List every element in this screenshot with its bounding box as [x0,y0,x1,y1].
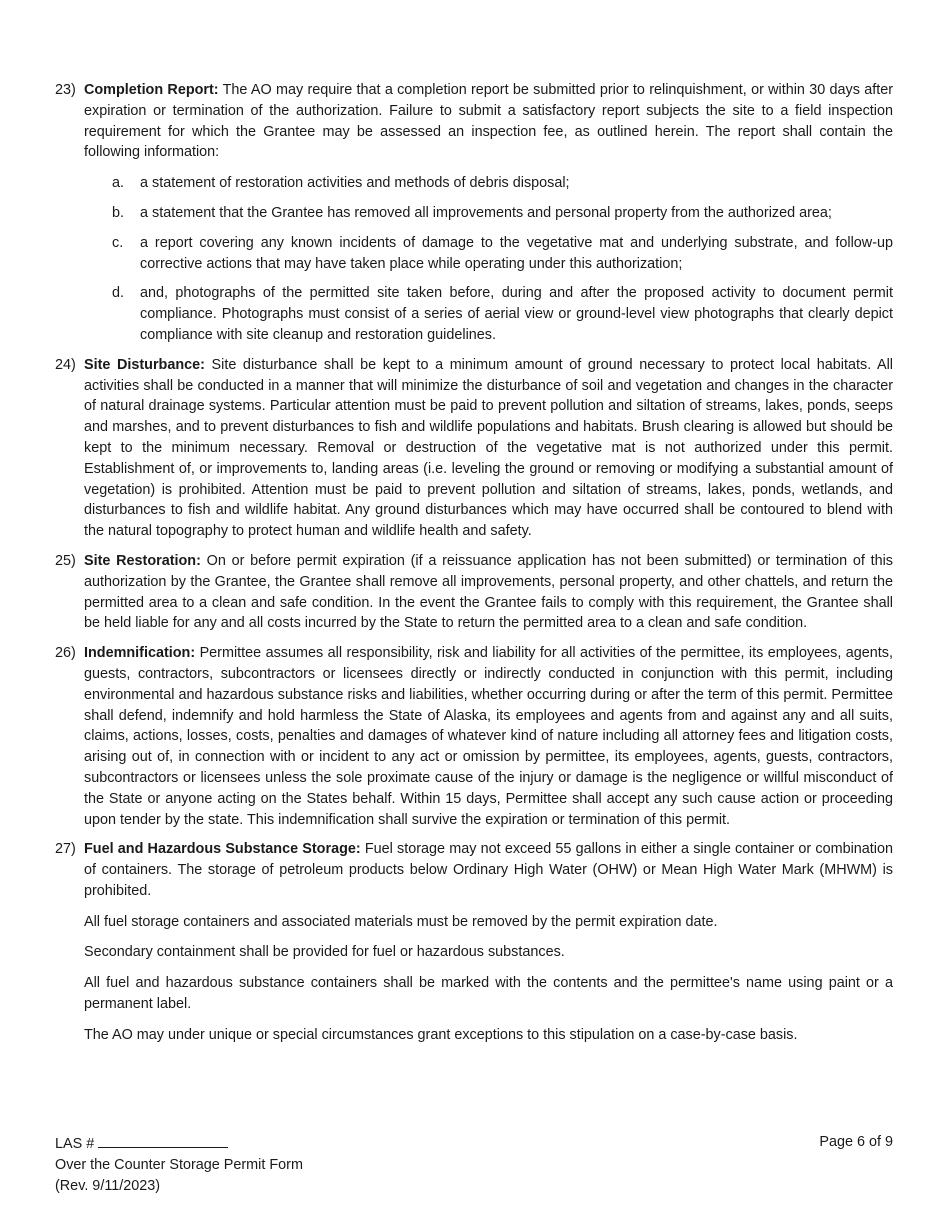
sub-letter: c. [112,234,124,251]
sub-item [84,283,893,345]
item-text: Fuel storage may not exceed 55 gallons in either a single container or combination of containers. The storage of petroleum products below Ordinary High Water (OHW) or Mean High Water Mark (MHWM) is prohibited. [84,841,893,899]
sub-text: and, photographs of the permitted site taken before, during and after the proposed activity to document permit compliance. Photographs must consist of a series of aerial view or ground-level view photographs that clearly depict compliance with site cleanup and restoration guidelines. [140,285,893,343]
item-body [84,839,893,1045]
las-number-row [55,1132,893,1155]
item-text: Site disturbance shall be kept to a minimum amount of ground necessary to protect local habitats. All activities shall be conducted in a manner that will minimize the disturbance of soil and vegetation and changes in the character of natural drainage systems. Particular attention must be paid to prevent pollution and siltation of streams, lakes, ponds, seeps and marshes, and to prevent disturbances to fish and wildlife populations and habitats. Brush clearing is allowed but should be kept to the minimum necessary. Removal or destruction of the vegetative mat is not authorized under this permit. Establishment of, or improvements to, landing areas (i.e. leveling the ground or removing or modifying a substantial amount of vegetation) is prohibited. Attention must be paid to prevent pollution and siltation of streams, lakes, ponds, wetlands, and disturbances to fish and wildlife habitat. Any ground disturbances which may have occurred shall be contoured to blend with the natural topography to protect human and wildlife health and safety. [84,356,893,540]
item-paragraph [84,839,893,901]
item-number: 26) [55,645,76,662]
item-paragraph [84,643,893,830]
item-body [84,551,893,634]
item-title: Site Disturbance: [84,356,205,373]
item-paragraph [84,551,893,634]
stipulations-list [55,80,893,1055]
las-label: LAS # [55,1136,95,1152]
item-extra-paragraph: Secondary containment shall be provided for fuel or hazardous substances. [84,944,565,961]
item-number: 27) [55,841,76,858]
page-footer [55,1132,893,1196]
item-title: Indemnification: [84,645,196,662]
item-text: The AO may require that a completion report be submitted prior to relinquishment, or within 30 days after expiration or termination of the authorization. Failure to submit a satisfactory report subjects the site to a field inspection requirement for which the Grantee may be assessed an inspection fee, as outlined herein. The report shall contain the following information: [84,82,893,161]
item-paragraph [84,355,893,542]
sub-item [84,203,893,224]
item-body [84,355,893,542]
stipulation-25 [55,551,893,634]
item-title: Fuel and Hazardous Substance Storage: [84,841,361,858]
sub-letter: b. [112,204,125,221]
page-number: Page 6 of 9 [819,1134,893,1150]
item-paragraph [84,80,893,163]
stipulation-23 [55,80,893,346]
item-text: On or before permit expiration (if a reissuance application has not been submitted) or termination of this authorization by the Grantee, the Grantee shall remove all improvements, personal property, and other chattels, and return the permitted area to a clean and safe condition. In the event the Grantee fails to comply with this requirement, the Grantee shall be held liable for any and all costs incurred by the State to return the permitted area to a clean and safe condition. [84,552,893,632]
item-extra-paragraph: All fuel storage containers and associated materials must be removed by the permit expiration date. [84,913,718,930]
item-body [84,643,893,830]
sub-letter: d. [112,285,125,302]
item-number: 25) [55,552,76,569]
sub-item [84,233,893,275]
sub-text: a report covering any known incidents of damage to the vegetative mat and underlying substrate, and follow-up corrective actions that may have taken place while operating under this authorization; [140,234,893,272]
item-number: 23) [55,82,76,98]
item-body [84,80,893,346]
form-name: Over the Counter Storage Permit Form [55,1156,303,1173]
item-extra-paragraph: The AO may under unique or special circumstances grant exceptions to this stipulation on a case-by-case basis. [84,1026,798,1043]
sub-list [84,173,893,346]
sub-text: a statement that the Grantee has removed all improvements and personal property from the authorized area; [140,204,832,221]
item-number: 24) [55,356,76,373]
item-text: Permittee assumes all responsibility, risk and liability for all activities of the permittee, its employees, agents, guests, contractors, subcontractors or licensees directly or indirectly conducted in conjunction with this permit, including environmental and hazardous substance risks and liabilities, whether occurring during or after the term of this permit. Permittee shall defend, indemnify and hold harmless the State of Alaska, its employees and agents from and against any and all suits, claims, actions, losses, costs, penalties and damages of whatever kind of nature including all attorney fees and litigation costs, arising out of, in connection with or incident to any act or omission by permittee, its employees, agents, guests, contractors, subcontractors or licensees unless the sole proximate cause of the injury or damage is the negligence or willful misconduct of the State or anyone acting on the States behalf. Within 15 days, Permittee shall accept any such cause action or proceeding upon tender by the state. This indemnification shall survive the expiration or termination of this permit. [84,645,893,828]
item-title: Site Restoration: [84,552,201,569]
sub-letter: a. [112,175,125,192]
sub-item [84,173,893,194]
item-extra-paragraph: All fuel and hazardous substance containers shall be marked with the contents and the permittee's name using paint or a permanent label. [84,975,893,1013]
stipulation-24 [55,355,893,542]
stipulation-27 [55,839,893,1045]
las-number-blank[interactable] [98,1132,228,1148]
item-title: Completion Report: [84,82,219,98]
stipulation-26 [55,643,893,830]
form-revision: (Rev. 9/11/2023) [55,1177,161,1194]
sub-text: a statement of restoration activities and methods of debris disposal; [140,175,570,192]
